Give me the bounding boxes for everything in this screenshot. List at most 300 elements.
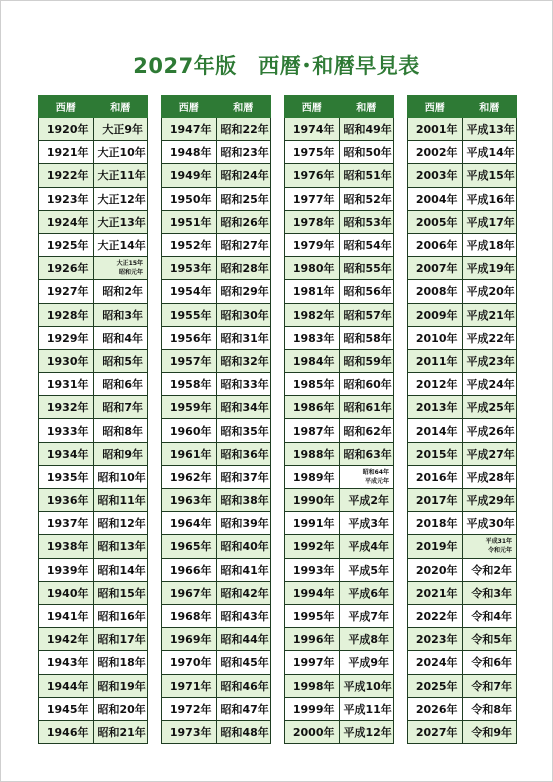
table-row (39, 280, 148, 303)
wareki-cell: 昭和11年 (93, 489, 148, 512)
wareki-cell: 昭和28年 (216, 257, 271, 280)
table-row (162, 465, 271, 488)
wareki-cell: 昭和44年 (216, 628, 271, 651)
wareki-cell: 令和7年 (462, 674, 517, 697)
wareki-cell: 昭和4年 (93, 326, 148, 349)
table-row (39, 558, 148, 581)
wareki-cell: 令和4年 (462, 604, 517, 627)
wareki-cell: 昭和3年 (93, 303, 148, 326)
wareki-cell: 平成28年 (462, 465, 517, 488)
table-row (39, 257, 148, 280)
header-seireki: 西暦 (39, 96, 94, 118)
seireki-cell: 1998年 (285, 674, 340, 697)
seireki-cell: 2005年 (408, 210, 463, 233)
table-row (39, 349, 148, 372)
seireki-cell: 1981年 (285, 280, 340, 303)
table-row (39, 512, 148, 535)
seireki-cell: 1940年 (39, 581, 94, 604)
table-row (162, 535, 271, 558)
seireki-cell: 1921年 (39, 141, 94, 164)
seireki-cell: 2002年 (408, 141, 463, 164)
wareki-cell: 昭和49年 (339, 118, 394, 141)
table-row (162, 581, 271, 604)
wareki-cell: 平成22年 (462, 326, 517, 349)
wareki-cell: 昭和7年 (93, 396, 148, 419)
table-row (162, 512, 271, 535)
wareki-cell: 平成30年 (462, 512, 517, 535)
seireki-cell: 1976年 (285, 164, 340, 187)
wareki-cell: 平成14年 (462, 141, 517, 164)
table-row (285, 187, 394, 210)
table-row (285, 581, 394, 604)
wareki-era-line: 平成31年 (485, 538, 512, 546)
seireki-cell: 1962年 (162, 465, 217, 488)
table-row (162, 326, 271, 349)
wareki-cell: 平成19年 (462, 257, 517, 280)
table-row (408, 118, 517, 141)
wareki-cell: 平成17年 (462, 210, 517, 233)
table-row (408, 558, 517, 581)
seireki-cell: 1980年 (285, 257, 340, 280)
seireki-cell: 1959年 (162, 396, 217, 419)
wareki-cell: 平成9年 (339, 651, 394, 674)
table-row (408, 373, 517, 396)
wareki-cell: 昭和14年 (93, 558, 148, 581)
seireki-cell: 1993年 (285, 558, 340, 581)
table-row (285, 233, 394, 256)
table-row (408, 164, 517, 187)
seireki-cell: 1960年 (162, 419, 217, 442)
table-row (162, 164, 271, 187)
wareki-cell: 昭和10年 (93, 465, 148, 488)
wareki-cell: 平成2年 (339, 489, 394, 512)
table-row (39, 419, 148, 442)
wareki-cell: 昭和59年 (339, 349, 394, 372)
wareki-cell: 昭和60年 (339, 373, 394, 396)
page-title: 2027年版 西暦･和暦早見表 (133, 54, 420, 78)
table-row (408, 303, 517, 326)
wareki-cell: 昭和31年 (216, 326, 271, 349)
table-row (285, 442, 394, 465)
wareki-cell: 平成25年 (462, 396, 517, 419)
table-row (285, 210, 394, 233)
seireki-cell: 1965年 (162, 535, 217, 558)
table-row (162, 118, 271, 141)
wareki-cell: 平成29年 (462, 489, 517, 512)
wareki-cell: 昭和40年 (216, 535, 271, 558)
wareki-cell: 令和3年 (462, 581, 517, 604)
seireki-cell: 1958年 (162, 373, 217, 396)
seireki-cell: 1987年 (285, 419, 340, 442)
wareki-cell: 平成7年 (339, 604, 394, 627)
seireki-cell: 1924年 (39, 210, 94, 233)
table-row (39, 187, 148, 210)
seireki-cell: 1977年 (285, 187, 340, 210)
wareki-era-line: 令和元年 (487, 547, 512, 555)
wareki-cell: 昭和9年 (93, 442, 148, 465)
seireki-cell: 1973年 (162, 720, 217, 743)
table-header-row (285, 96, 394, 118)
table-row (408, 628, 517, 651)
wareki-cell: 昭和61年 (339, 396, 394, 419)
wareki-cell: 昭和52年 (339, 187, 394, 210)
wareki-cell: 昭和6年 (93, 373, 148, 396)
table-row (285, 465, 394, 488)
seireki-cell: 2009年 (408, 303, 463, 326)
table-row (162, 697, 271, 720)
seireki-cell: 1983年 (285, 326, 340, 349)
wareki-cell: 平成3年 (339, 512, 394, 535)
seireki-cell: 2025年 (408, 674, 463, 697)
seireki-cell: 1947年 (162, 118, 217, 141)
seireki-cell: 1984年 (285, 349, 340, 372)
header-seireki: 西暦 (285, 96, 340, 118)
table-row (285, 164, 394, 187)
table-row (408, 697, 517, 720)
table-row (285, 535, 394, 558)
table-row (285, 396, 394, 419)
table-header-row (408, 96, 517, 118)
table-row (39, 489, 148, 512)
table-row (408, 674, 517, 697)
wareki-era-line: 平成元年 (364, 477, 389, 485)
seireki-cell: 1994年 (285, 581, 340, 604)
seireki-cell: 1941年 (39, 604, 94, 627)
wareki-cell: 平成11年 (339, 697, 394, 720)
table-row (408, 257, 517, 280)
seireki-cell: 1963年 (162, 489, 217, 512)
wareki-cell: 昭和5年 (93, 349, 148, 372)
seireki-cell: 1954年 (162, 280, 217, 303)
seireki-cell: 2023年 (408, 628, 463, 651)
seireki-cell: 1929年 (39, 326, 94, 349)
wareki-cell: 昭和41年 (216, 558, 271, 581)
table-row (162, 674, 271, 697)
wareki-cell: 昭和29年 (216, 280, 271, 303)
wareki-cell: 昭和51年 (339, 164, 394, 187)
wareki-cell: 平成23年 (462, 349, 517, 372)
table-row (285, 489, 394, 512)
seireki-cell: 1922年 (39, 164, 94, 187)
table-row (39, 581, 148, 604)
wareki-cell: 昭和36年 (216, 442, 271, 465)
table-row (408, 535, 517, 558)
seireki-cell: 1955年 (162, 303, 217, 326)
table-row (408, 233, 517, 256)
year-table-3 (284, 95, 394, 744)
seireki-cell: 1944年 (39, 674, 94, 697)
wareki-cell: 昭和54年 (339, 233, 394, 256)
table-row (39, 442, 148, 465)
seireki-cell: 1946年 (39, 720, 94, 743)
seireki-cell: 1932年 (39, 396, 94, 419)
wareki-cell: 昭和30年 (216, 303, 271, 326)
table-row (162, 280, 271, 303)
seireki-cell: 1974年 (285, 118, 340, 141)
table-row (285, 697, 394, 720)
wareki-era-line: 昭和64年 (362, 468, 389, 476)
table-row (408, 512, 517, 535)
wareki-cell: 平成27年 (462, 442, 517, 465)
table-header-row (162, 96, 271, 118)
wareki-cell: 昭和25年 (216, 187, 271, 210)
seireki-cell: 2019年 (408, 535, 463, 558)
wareki-cell: 昭和39年 (216, 512, 271, 535)
seireki-cell: 1992年 (285, 535, 340, 558)
table-row (408, 141, 517, 164)
seireki-cell: 1942年 (39, 628, 94, 651)
table-row (285, 349, 394, 372)
table-row (39, 233, 148, 256)
seireki-cell: 1926年 (39, 257, 94, 280)
seireki-cell: 1978年 (285, 210, 340, 233)
wareki-cell: 平成10年 (339, 674, 394, 697)
wareki-cell: 平成12年 (339, 720, 394, 743)
seireki-cell: 1975年 (285, 141, 340, 164)
wareki-cell: 平成24年 (462, 373, 517, 396)
seireki-cell: 1951年 (162, 210, 217, 233)
table-row (285, 280, 394, 303)
wareki-cell: 昭和57年 (339, 303, 394, 326)
wareki-cell: 昭和42年 (216, 581, 271, 604)
table-row (162, 604, 271, 627)
seireki-cell: 1991年 (285, 512, 340, 535)
table-row (285, 373, 394, 396)
wareki-era-line: 大正15年 (116, 260, 143, 268)
wareki-cell: 令和6年 (462, 651, 517, 674)
seireki-cell: 2000年 (285, 720, 340, 743)
table-row (162, 210, 271, 233)
table-row (39, 465, 148, 488)
wareki-cell: 昭和24年 (216, 164, 271, 187)
seireki-cell: 2012年 (408, 373, 463, 396)
wareki-cell: 大正14年 (93, 233, 148, 256)
seireki-cell: 1967年 (162, 581, 217, 604)
seireki-cell: 1972年 (162, 697, 217, 720)
table-row (285, 512, 394, 535)
seireki-cell: 1943年 (39, 651, 94, 674)
table-row (408, 210, 517, 233)
seireki-cell: 2014年 (408, 419, 463, 442)
seireki-cell: 1937年 (39, 512, 94, 535)
seireki-cell: 1930年 (39, 349, 94, 372)
seireki-cell: 1949年 (162, 164, 217, 187)
table-row (285, 604, 394, 627)
table-row (162, 442, 271, 465)
tables-container (38, 95, 517, 744)
table-row (408, 280, 517, 303)
seireki-cell: 1995年 (285, 604, 340, 627)
seireki-cell: 1989年 (285, 465, 340, 488)
seireki-cell: 1964年 (162, 512, 217, 535)
seireki-cell: 1936年 (39, 489, 94, 512)
wareki-cell (93, 257, 148, 280)
table-row (39, 651, 148, 674)
header-seireki: 西暦 (408, 96, 463, 118)
table-row (162, 396, 271, 419)
table-row (408, 581, 517, 604)
seireki-cell: 1948年 (162, 141, 217, 164)
table-row (39, 396, 148, 419)
table-row (408, 442, 517, 465)
seireki-cell: 2013年 (408, 396, 463, 419)
seireki-cell: 1990年 (285, 489, 340, 512)
seireki-cell: 2001年 (408, 118, 463, 141)
seireki-cell: 1953年 (162, 257, 217, 280)
seireki-cell: 1986年 (285, 396, 340, 419)
seireki-cell: 1925年 (39, 233, 94, 256)
seireki-cell: 2026年 (408, 697, 463, 720)
seireki-cell: 1997年 (285, 651, 340, 674)
header-wareki: 和暦 (216, 96, 271, 118)
wareki-cell: 昭和17年 (93, 628, 148, 651)
seireki-cell: 1985年 (285, 373, 340, 396)
wareki-cell: 昭和58年 (339, 326, 394, 349)
wareki-cell: 令和9年 (462, 720, 517, 743)
table-row (39, 674, 148, 697)
table-row (408, 419, 517, 442)
seireki-cell: 1935年 (39, 465, 94, 488)
table-row (408, 465, 517, 488)
seireki-cell: 2024年 (408, 651, 463, 674)
table-row (162, 187, 271, 210)
wareki-cell: 昭和20年 (93, 697, 148, 720)
year-table-2 (161, 95, 271, 744)
table-row (285, 303, 394, 326)
wareki-cell: 昭和26年 (216, 210, 271, 233)
table-row (39, 326, 148, 349)
wareki-cell: 昭和2年 (93, 280, 148, 303)
wareki-cell: 平成8年 (339, 628, 394, 651)
seireki-cell: 2004年 (408, 187, 463, 210)
wareki-cell: 昭和38年 (216, 489, 271, 512)
wareki-cell: 昭和43年 (216, 604, 271, 627)
seireki-cell: 1999年 (285, 697, 340, 720)
table-row (285, 674, 394, 697)
seireki-cell: 1933年 (39, 419, 94, 442)
table-row (285, 720, 394, 743)
seireki-cell: 1988年 (285, 442, 340, 465)
wareki-cell: 大正11年 (93, 164, 148, 187)
wareki-cell: 平成20年 (462, 280, 517, 303)
table-row (39, 697, 148, 720)
table-row (39, 720, 148, 743)
seireki-cell: 1982年 (285, 303, 340, 326)
wareki-cell: 昭和56年 (339, 280, 394, 303)
seireki-cell: 1970年 (162, 651, 217, 674)
table-row (408, 396, 517, 419)
seireki-cell: 2003年 (408, 164, 463, 187)
wareki-cell: 昭和45年 (216, 651, 271, 674)
table-row (162, 720, 271, 743)
seireki-cell: 1979年 (285, 233, 340, 256)
seireki-cell: 1969年 (162, 628, 217, 651)
table-row (285, 141, 394, 164)
table-row (162, 257, 271, 280)
wareki-cell: 昭和8年 (93, 419, 148, 442)
wareki-cell: 大正12年 (93, 187, 148, 210)
year-table-4 (407, 95, 517, 744)
table-row (162, 419, 271, 442)
table-row (408, 651, 517, 674)
table-row (285, 628, 394, 651)
table-row (162, 349, 271, 372)
table-row (162, 141, 271, 164)
seireki-cell: 1931年 (39, 373, 94, 396)
seireki-cell: 2008年 (408, 280, 463, 303)
table-row (162, 628, 271, 651)
wareki-cell: 昭和19年 (93, 674, 148, 697)
seireki-cell: 2027年 (408, 720, 463, 743)
seireki-cell: 1934年 (39, 442, 94, 465)
table-row (285, 118, 394, 141)
wareki-cell: 昭和53年 (339, 210, 394, 233)
seireki-cell: 1928年 (39, 303, 94, 326)
table-row (162, 558, 271, 581)
wareki-cell: 令和5年 (462, 628, 517, 651)
wareki-cell: 昭和32年 (216, 349, 271, 372)
table-row (162, 489, 271, 512)
wareki-era-line: 昭和元年 (118, 269, 143, 277)
seireki-cell: 2010年 (408, 326, 463, 349)
table-row (285, 419, 394, 442)
wareki-cell: 昭和47年 (216, 697, 271, 720)
seireki-cell: 2011年 (408, 349, 463, 372)
table-row (162, 373, 271, 396)
seireki-cell: 1950年 (162, 187, 217, 210)
wareki-cell: 大正9年 (93, 118, 148, 141)
seireki-cell: 1920年 (39, 118, 94, 141)
wareki-cell: 昭和37年 (216, 465, 271, 488)
table-row (39, 303, 148, 326)
wareki-cell: 平成15年 (462, 164, 517, 187)
seireki-cell: 1939年 (39, 558, 94, 581)
wareki-cell: 大正13年 (93, 210, 148, 233)
seireki-cell: 1966年 (162, 558, 217, 581)
seireki-cell: 2016年 (408, 465, 463, 488)
table-row (285, 326, 394, 349)
seireki-cell: 2020年 (408, 558, 463, 581)
seireki-cell: 1996年 (285, 628, 340, 651)
table-row (162, 303, 271, 326)
wareki-cell: 平成5年 (339, 558, 394, 581)
table-row (408, 187, 517, 210)
seireki-cell: 2006年 (408, 233, 463, 256)
table-row (39, 210, 148, 233)
wareki-cell: 平成26年 (462, 419, 517, 442)
table-row (39, 604, 148, 627)
table-row (285, 651, 394, 674)
wareki-cell (462, 535, 517, 558)
wareki-cell: 昭和13年 (93, 535, 148, 558)
header-wareki: 和暦 (93, 96, 148, 118)
header-seireki: 西暦 (162, 96, 217, 118)
seireki-cell: 1938年 (39, 535, 94, 558)
wareki-cell: 令和8年 (462, 697, 517, 720)
seireki-cell: 1927年 (39, 280, 94, 303)
table-row (39, 141, 148, 164)
seireki-cell: 1923年 (39, 187, 94, 210)
table-row (162, 233, 271, 256)
wareki-cell: 昭和46年 (216, 674, 271, 697)
table-row (408, 349, 517, 372)
wareki-cell: 昭和22年 (216, 118, 271, 141)
table-row (408, 720, 517, 743)
wareki-cell: 昭和62年 (339, 419, 394, 442)
seireki-cell: 2022年 (408, 604, 463, 627)
seireki-cell: 1968年 (162, 604, 217, 627)
seireki-cell: 2021年 (408, 581, 463, 604)
